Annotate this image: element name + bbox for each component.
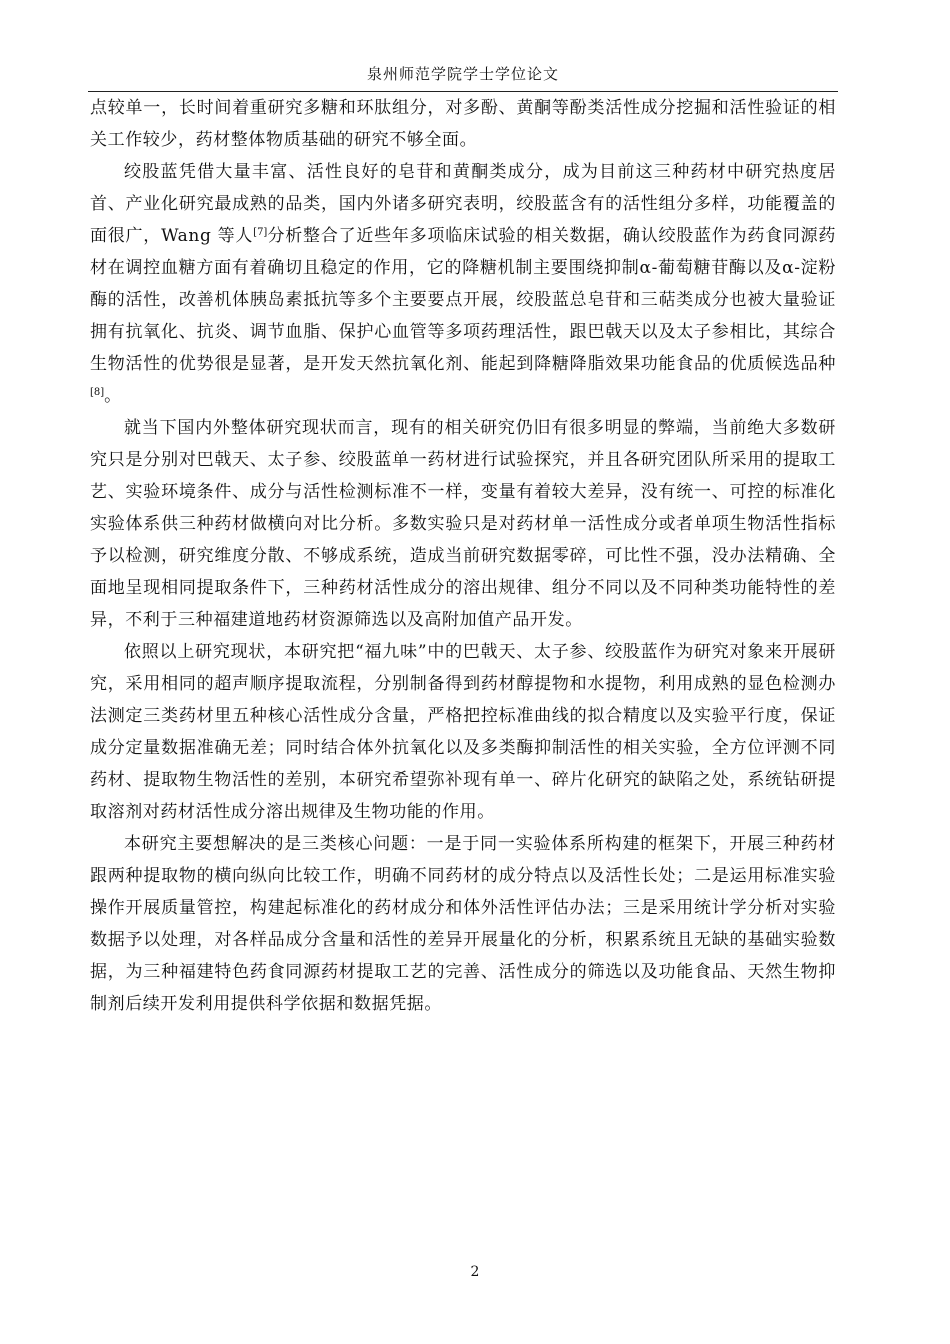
paragraph-2-text-b: 分析整合了近些年多项临床试验的相关数据，确认绞股蓝作为药食同源药材在调控血糖方面有着确切且稳定的作用，它的降糖机制主要围绕抑制α-葡萄糖苷酶以及α-淀粉酶的活性，改善机体胰岛素抵抗等多个主要要点开展，绞股蓝总皂苷和三萜类成分也被大量验证拥有抗氧化、抗炎、调节血脂、保护心血管等多项药理活性，跟巴戟天以及太子参相比，其综合生物活性的优势很是显著，是开发天然抗氧化剂、能起到降糖降脂效果功能食品的优质候选品种 [90, 226, 837, 374]
paragraph-4: 依照以上研究现状，本研究把“福九味”中的巴戟天、太子参、绞股蓝作为研究对象来开展研究，采用相同的超声顺序提取流程，分别制备得到药材醇提物和水提物，利用成熟的显色检测办法测定三类药材里五种核心活性成分含量，严格把控标准曲线的拟合精度以及实验平行度，保证成分定量数据准确无差；同时结合体外抗氧化以及多类酶抑制活性的相关实验，全方位评测不同药材、提取物生物活性的差别，本研究希望弥补现有单一、碎片化研究的缺陷之处，系统钻研提取溶剂对药材活性成分溶出规律及生物功能的作用。 [90, 642, 836, 822]
paragraph-2 [90, 156, 836, 412]
paragraph-3: 就当下国内外整体研究现状而言，现有的相关研究仍旧有很多明显的弊端，当前绝大多数研究只是分别对巴戟天、太子参、绞股蓝单一药材进行试验探究，并且各研究团队所采用的提取工艺、实验环境条件、成分与活性检测标准不一样，变量有着较大差异，没有统一、可控的标准化实验体系供三种药材做横向对比分析。多数实验只是对药材单一活性成分或者单项生物活性指标予以检测，研究维度分散、不够成系统，造成当前研究数据零碎，可比性不强，没办法精确、全面地呈现相同提取条件下，三种药材活性成分的溶出规律、组分不同以及不同种类功能特性的差异，不利于三种福建道地药材资源筛选以及高附加值产品开发。 [90, 418, 836, 630]
body-text [90, 92, 836, 1020]
citation-7: [7] [253, 227, 268, 238]
paragraph-2-text-c: 。 [104, 386, 122, 406]
paragraph-2-text-a: 绞股蓝凭借大量丰富、活性良好的皂苷和黄酮类成分，成为目前这三种药材中研究热度居首、产业化研究最成熟的品类，国内外诸多研究表明，绞股蓝含有的活性组分多样，功能覆盖的面很广，Wang 等人 [90, 162, 836, 246]
page-number: 2 [470, 1264, 480, 1280]
paragraph-5: 本研究主要想解决的是三类核心问题：一是于同一实验体系所构建的框架下，开展三种药材跟两种提取物的横向纵向比较工作，明确不同药材的成分特点以及活性长处；二是运用标准实验操作开展质量管控，构建起标准化的药材成分和体外活性评估办法；三是采用统计学分析对实验数据予以处理，对各样品成分含量和活性的差异开展量化的分析，积累系统且无缺的基础实验数据，为三种福建特色药食同源药材提取工艺的完善、活性成分的筛选以及功能食品、天然生物抑制剂后续开发利用提供科学依据和数据凭据。 [90, 834, 836, 1014]
running-header: 泉州师范学院学士学位论文 [366, 65, 559, 83]
paragraph-1: 点较单一，长时间着重研究多糖和环肽组分，对多酚、黄酮等酚类活性成分挖掘和活性验证的相关工作较少，药材整体物质基础的研究不够全面。 [90, 98, 836, 150]
citation-8: [8] [90, 387, 105, 398]
